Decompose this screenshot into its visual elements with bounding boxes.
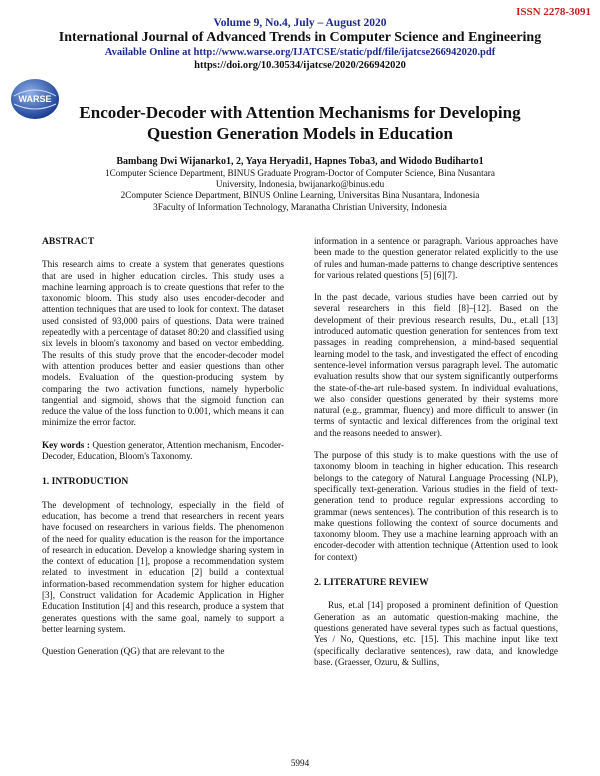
issn-label: ISSN 2278-3091 [516, 6, 591, 18]
affiliation-line: 1Computer Science Department, BINUS Graduate Program-Doctor of Computer Science, Bina Nusantara [105, 168, 495, 178]
keywords-label: Key words : [42, 439, 90, 450]
affiliation-line: University, Indonesia, bwijanarko@binus.edu [215, 179, 385, 190]
body-paragraph: In the past decade, various studies have been carried out by several researchers in this field [8]–[12]. Based on the development of their previous research results, Du., et.all [13] introduced automatic question generation for sentences from text passages in reading comprehension, a mind-based sequential learning model to the task, and investigated the effect of encoding sentence-level information versus paragraph level. The automatic evaluation results show that our system significantly outperforms the state-of-the-art rule-based system. In individual evaluations, we also consider questions generated by their systems more natural (e.g., grammar, fluency) and more difficult to answer (in terms of syntactic and lexical differences from the original text and the reasons needed to answer). [314, 292, 558, 438]
left-column [42, 236, 284, 658]
affiliations [50, 168, 550, 213]
intro-paragraph-2: Question Generation (QG) that are relevant to the [42, 646, 225, 657]
logo-text: WARSE [18, 94, 52, 104]
body-paragraph: Rus, et.al [14] proposed a prominent definition of Question Generation as an automatic question-making machine, the questions generated have several types such as factual questions, Yes / No, Questions, etc. [15]. This machine input like text (specifically declarative sentences), raw data, and knowledge base. (Graesser, Ozuru, & Sullins, [314, 600, 558, 667]
intro-heading: 1. INTRODUCTION [42, 476, 129, 488]
body-paragraph: information in a sentence or paragraph. Various approaches have been made to the question generator related explicitly to the use of rules and human-made patterns to change descriptive sentences for various related questions [5] [6][7]. [314, 236, 558, 280]
affiliation-line: 2Computer Science Department, BINUS Online Learning, Universitas Bina Nusantara, Indonesia [120, 190, 480, 201]
abstract-text: This research aims to create a system that generates questions that are used in higher education circles. This study uses a machine learning approach is to create questions that refer to the taxonomic bloom. This study also uses encoder-decoder and attention techniques that are used to look for context. The dataset used consisted of 93,000 pairs of questions. Data were trained repeatedly with a percentage of dataset 80:20 and classified using six levels in bloom's taxonomy and based on vector embedding. The results of this study prove that the encoder-decoder model with attention produces better and easier questions than other models. Evaluation of the question-producing system by comparing the two activation functions, namely hyperbolic tangential and sigmoid, shows that the sigmoid function can reduce the value of the loss function to 0.001, which means it can minimize the error factor. [42, 259, 284, 428]
author-list: Bambang Dwi Wijanarko1, 2, Yaya Heryadi1, Hapnes Toba3, and Widodo Budiharto1 [116, 156, 484, 167]
journal-title: International Journal of Advanced Trends in Computer Science and Engineering [58, 30, 542, 45]
lit-review-heading: 2. LITERATURE REVIEW [314, 577, 429, 589]
paper-title [40, 102, 560, 144]
doi-link[interactable]: https://doi.org/10.30534/ijatcse/2020/266942020 [194, 60, 406, 71]
body-paragraph: The purpose of this study is to make questions with the use of taxonomy bloom in teaching in higher education. This research belongs to the category of Natural Language Processing (NLP), specifically text-generation. Various studies in the field of text-generation tend to produce regular expressions according to grammar (news sentences). The contribution of this research is to make questions following the context of source documents and taxonomy bloom. They use a machine learning approach with an encoder-decoder with attention technique (Attention used to look for context) [314, 450, 558, 562]
intro-paragraph: The development of technology, especially in the field of education, has become a trend that researchers in recent years have focused on researchers in various fields. The phenomenon of the need for quality education is the reason for the importance of research in education. Develop a knowledge sharing system in the context of education [1], propose a recommendation system related to investment in education [2] build a contextual information-based recommendation system for higher education [3], Construct validation for Academic Application in Higher Education Institution [4] and this research, produce a system that generates questions with the same goal, namely to support a better learning system. [42, 499, 284, 634]
keywords-text: Question generator, Attention mechanism, Encoder-Decoder, Education, Bloom's Taxonomy. [42, 439, 284, 462]
affiliation-line: 3Faculty of Information Technology, Maranatha Christian University, Indonesia [153, 201, 447, 212]
abstract-heading: ABSTRACT [42, 236, 95, 247]
page-number: 5994 [290, 758, 310, 768]
online-url[interactable]: Available Online at http://www.warse.org/IJATCSE/static/pdf/file/ijatcse266942020.pdf [104, 47, 496, 58]
title-line: Question Generation Models in Education [146, 124, 454, 143]
volume-line: Volume 9, No.4, July – August 2020 [213, 17, 387, 29]
right-column [314, 236, 558, 668]
title-line: Encoder-Decoder with Attention Mechanisms for Developing [79, 103, 521, 122]
keywords [42, 440, 284, 463]
